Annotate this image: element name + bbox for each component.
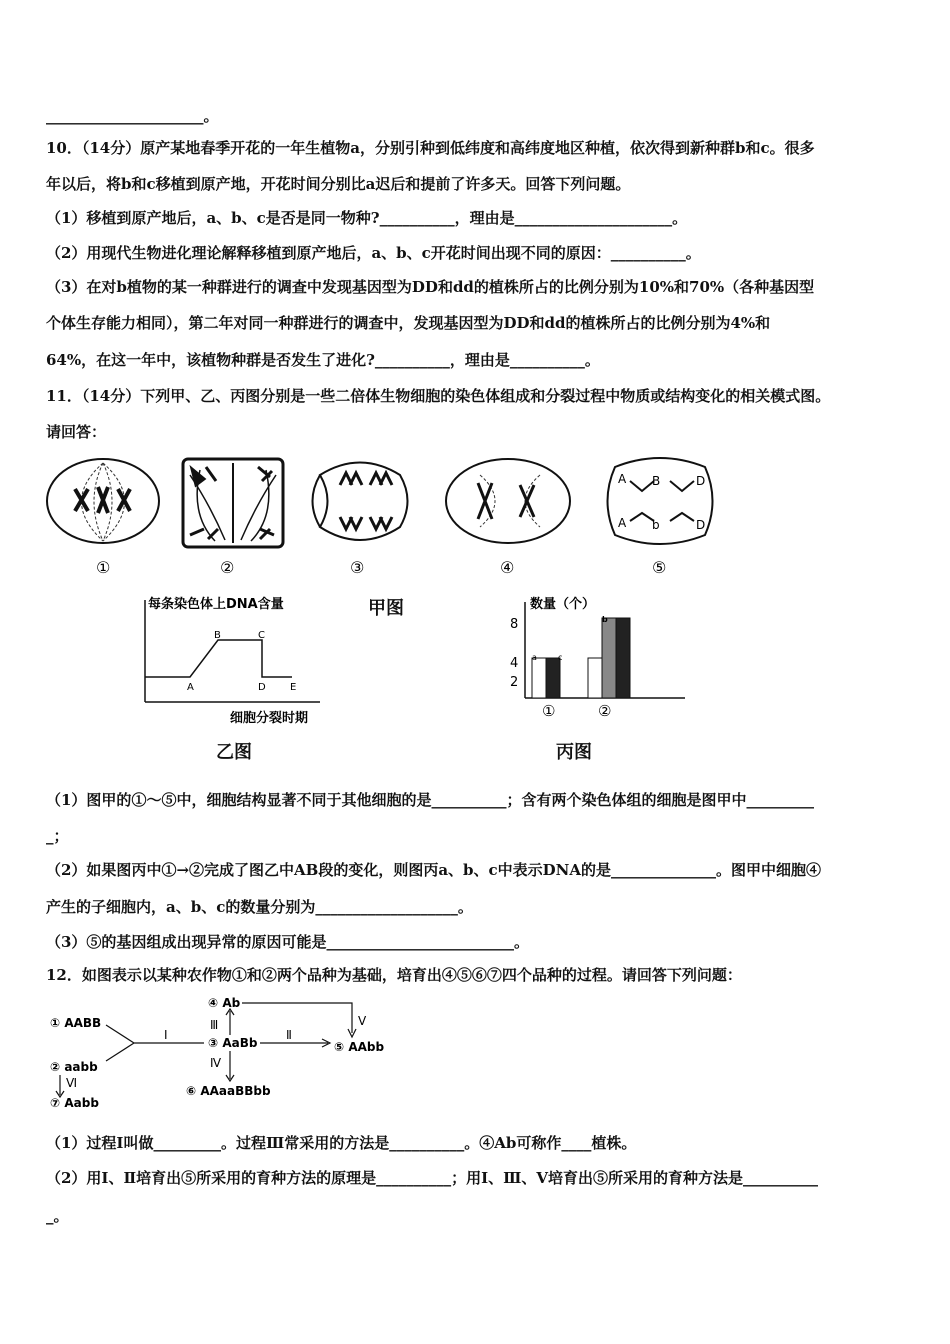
cell-5-label: ⑤ [652, 558, 667, 577]
bar-c-group-1 [546, 658, 560, 698]
answer-blank-line: _____________________。 [46, 107, 219, 125]
question-11-stem: 11．（14分）下列甲、乙、丙图分别是一些二倍体生物细胞的染色体组成和分裂过程中物质或结构变化的相关模式图。 [46, 387, 831, 405]
node-4: ④ Ab [208, 996, 241, 1010]
figure-bing-title: 丙图 [556, 742, 592, 763]
yi-point-B: B [214, 630, 221, 641]
yi-point-E: E [290, 682, 297, 693]
step-IV: Ⅳ [210, 1056, 222, 1070]
figure-yi-chart [130, 592, 330, 732]
bing-group-2: ② [598, 702, 612, 720]
cell-2 [183, 459, 283, 547]
yi-point-A: A [187, 682, 194, 693]
step-VI: Ⅵ [66, 1076, 78, 1090]
gene-A-bottom: A [618, 516, 627, 530]
node-5: ⑤ AAbb [334, 1040, 385, 1054]
step-V: Ⅴ [358, 1014, 367, 1028]
gene-D-bottom: D [696, 518, 706, 532]
cell-4 [446, 459, 570, 543]
bing-letter-c: c [558, 653, 563, 662]
cell-4-label: ④ [500, 558, 515, 577]
yi-ylabel: 每条染色体上DNA含量 [148, 597, 284, 612]
cell-1-label: ① [96, 558, 111, 577]
question-12-part-1: （1）过程I叫做_________。过程Ⅲ常采用的方法是__________。④Ab可称作____植株。 [46, 1134, 637, 1152]
node-1: ① AABB [50, 1016, 102, 1030]
bing-ytick-4: 4 [510, 656, 519, 671]
node-2: ② aabb [50, 1060, 98, 1074]
cell-3-label: ③ [350, 558, 365, 577]
gene-B-top: B [652, 474, 661, 488]
node-3: ③ AaBb [208, 1036, 258, 1050]
cell-1 [47, 459, 159, 543]
gene-D-top: D [696, 474, 706, 488]
bing-ytick-2: 2 [510, 675, 519, 690]
question-10-part-3-cont2: 64%，在这一年中，该植物种群是否发生了进化?__________，理由是__________。 [46, 351, 600, 369]
yi-xlabel: 细胞分裂时期 [230, 711, 309, 726]
figure-jia-title: 甲图 [368, 598, 404, 619]
bing-ylabel: 数量（个） [530, 597, 596, 612]
bar-c-group-2 [616, 618, 630, 698]
cell-3 [313, 463, 408, 541]
question-10-stem-cont: 年以后，将b和c移植到原产地，开花时间分别比a迟后和提前了许多天。回答下列问题。 [46, 175, 631, 193]
question-10-stem: 10．（14分）原产某地春季开花的一年生植物a，分别引种到低纬度和高纬度地区种植，依次得到新种群b和c。很多 [46, 139, 815, 157]
gene-A-top: A [618, 472, 627, 486]
bing-letter-a: a [532, 653, 537, 662]
question-11-part-1-cont: _； [46, 827, 69, 845]
gene-b-bottom: b [652, 518, 660, 532]
question-11-part-2: （2）如果图丙中①→②完成了图乙中AB段的变化，则图丙a、b、c中表示DNA的是______________。图甲中细胞④ [46, 861, 822, 879]
figure-12-breeding [46, 995, 406, 1115]
cell-5 [608, 458, 713, 544]
yi-point-D: D [258, 682, 266, 693]
question-12-stem: 12．如图表示以某种农作物①和②两个品种为基础，培育出④⑤⑥⑦四个品种的过程。请回答下列问题： [46, 966, 742, 984]
question-10-part-2: （2）用现代生物进化理论解释移植到原产地后，a、b、c开花时间出现不同的原因：__________。 [46, 244, 701, 262]
step-I: I [164, 1028, 168, 1042]
bar-a-group-1 [532, 658, 546, 698]
yi-point-C: C [258, 630, 265, 641]
bar-a-group-2 [588, 658, 602, 698]
figure-jia-cells [40, 455, 720, 585]
cell-2-label: ② [220, 558, 235, 577]
question-11-part-2-cont: 产生的子细胞内，a、b、c的数量分别为___________________。 [46, 898, 473, 916]
question-10-part-3: （3）在对b植物的某一种群进行的调查中发现基因型为DD和dd的植株所占的比例分别为10%和70%（各种基因型 [46, 278, 815, 296]
step-III: Ⅲ [210, 1018, 219, 1032]
bing-group-1: ① [542, 702, 556, 720]
question-10-part-3-cont: 个体生存能力相同），第二年对同一种群进行的调查中，发现基因型为DD和dd的植株所占的比例分别为4%和 [46, 314, 771, 332]
question-10-part-1: （1）移植到原产地后，a、b、c是否是同一物种?__________，理由是_____________________。 [46, 209, 688, 227]
question-12-part-2: （2）用I、Ⅱ培育出⑤所采用的育种方法的原理是__________；用Ⅰ、Ⅲ、Ⅴ培育出⑤所采用的育种方法是__________ [46, 1169, 819, 1187]
bing-letter-b: b [602, 615, 608, 624]
figure-bing-chart [500, 592, 700, 732]
question-11-part-1: （1）图甲的①～⑤中，细胞结构显著不同于其他细胞的是__________；含有两个染色体组的细胞是图甲中_________ [46, 791, 814, 809]
bar-b-group-2 [602, 618, 616, 698]
bing-ytick-8: 8 [510, 617, 519, 632]
question-11-prompt: 请回答： [46, 423, 107, 441]
figure-yi-title: 乙图 [216, 742, 252, 763]
node-7: ⑦ Aabb [50, 1096, 99, 1110]
step-II: Ⅱ [286, 1028, 292, 1042]
question-11-part-3: （3）⑤的基因组成出现异常的原因可能是_________________________。 [46, 933, 529, 951]
node-6: ⑥ AAaaBBbb [186, 1084, 271, 1098]
question-12-part-2-cont: _。 [46, 1207, 69, 1225]
